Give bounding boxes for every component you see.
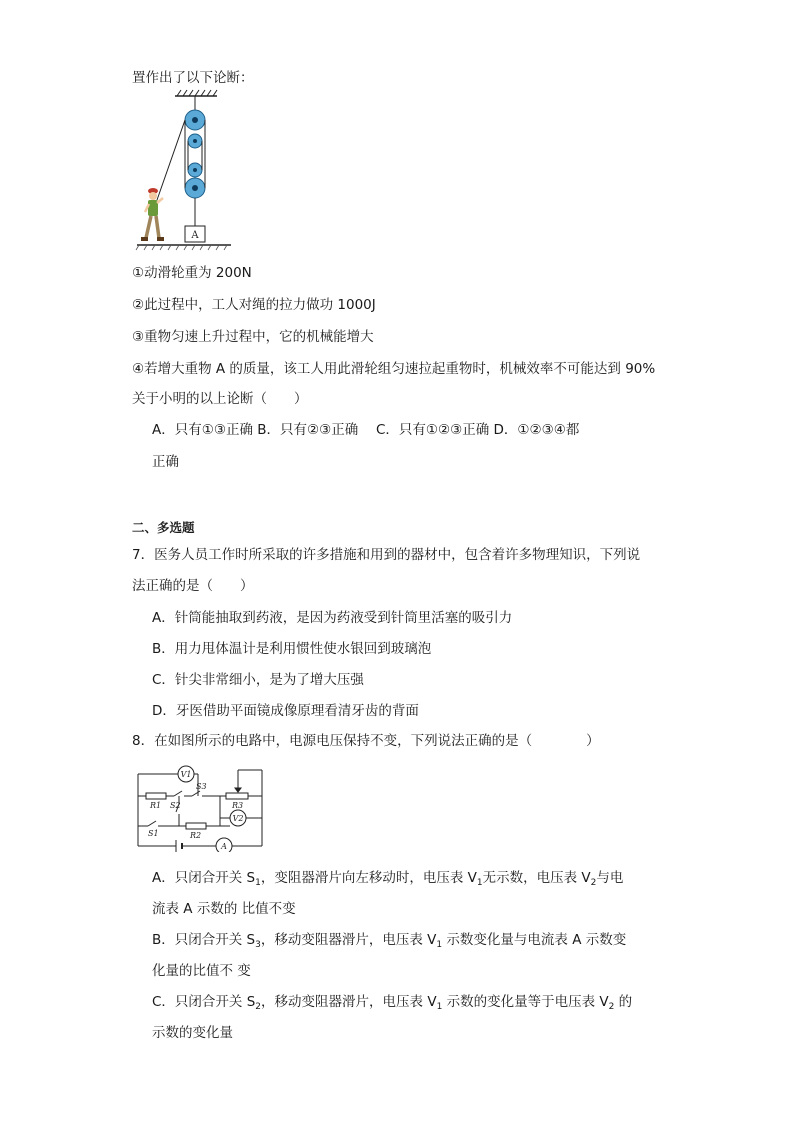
q8-option-b: B．只闭合开关 $S_3$，移动变阻器滑片，电压表 $V_1$ 示数变化量与电流表 A 示数变: [152, 932, 627, 950]
r2-label: R2: [190, 831, 202, 840]
q7-stem-cont: 法正确的是（ ）: [132, 578, 254, 594]
weight-a-label: A: [191, 230, 199, 241]
q7-option-a: A．针筒能抽取到药液，是因为药液受到针筒里活塞的吸引力: [152, 610, 513, 626]
q6-stem: 关于小明的以上论断（ ）: [132, 391, 308, 407]
circuit-diagram: [134, 764, 266, 852]
s3-label: S3: [196, 782, 207, 791]
statement-3: ③重物匀速上升过程中，它的机械能增大: [132, 329, 374, 345]
intro-text: 置作出了以下论断：: [132, 70, 254, 86]
statement-1: ①动滑轮重为 200N: [132, 265, 252, 281]
s2-label: S2: [170, 801, 181, 810]
q7-option-d: D．牙医借助平面镜成像原理看清牙齿的背面: [152, 703, 419, 719]
q7-option-c: C．针尖非常细小，是为了增大压强: [152, 672, 364, 688]
section-heading: 二、多选题: [132, 520, 195, 535]
statement-4: ④若增大重物 A 的质量，该工人用此滑轮组匀速拉起重物时，机械效率不可能达到 90%: [132, 361, 656, 377]
v2-label: V2: [232, 814, 244, 823]
r3-label: R3: [232, 801, 244, 810]
q8-option-c: C．只闭合开关 $S_2$，移动变阻器滑片，电压表 $V_1$ 示数的变化量等于电压表 $V_2$ 的: [152, 994, 633, 1012]
q6-options: A．只有①③正确 B．只有②③正确 C．只有①②③正确 D．①②③④都: [152, 422, 580, 438]
ammeter-label: A: [221, 842, 227, 851]
q8-option-c-cont: 示数的变化量: [152, 1025, 233, 1041]
pulley-system-figure: [135, 88, 235, 254]
r1-label: R1: [150, 801, 162, 810]
q8-option-a-cont: 流表 A 示数的 比值不变: [152, 901, 296, 917]
q8-stem: 8．在如图所示的电路中，电源电压保持不变，下列说法正确的是（ ）: [132, 733, 600, 749]
q7-option-b: B．用力甩体温计是利用惯性使水银回到玻璃泡: [152, 641, 432, 657]
s1-label: S1: [148, 829, 159, 838]
q7-stem: 7．医务人员工作时所采取的许多措施和用到的器材中，包含着许多物理知识，下列说: [132, 547, 641, 563]
worker-figure: [141, 188, 164, 241]
statement-2: ②此过程中，工人对绳的拉力做功 1000J: [132, 297, 376, 313]
q8-option-a: A．只闭合开关 $S_1$，变阻器滑片向左移动时，电压表 $V_1$无示数，电压表 $V_2$与电: [152, 870, 624, 888]
q8-option-b-cont: 化量的比值不 变: [152, 963, 251, 979]
v1-label: V1: [180, 770, 192, 779]
q6-options-cont: 正确: [152, 454, 179, 470]
